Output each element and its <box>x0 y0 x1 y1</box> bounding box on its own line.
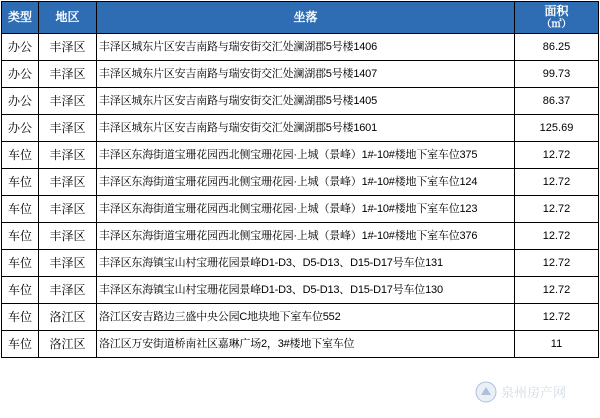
header-area-unit: （㎡） <box>541 18 572 30</box>
watermark-text: 泉州房产网 <box>501 386 567 401</box>
cell-type: 办公 <box>2 115 39 142</box>
cell-area: 12.72 <box>515 304 599 331</box>
cell-area: 12.72 <box>515 169 599 196</box>
table-row <box>2 223 599 250</box>
cell-type: 车位 <box>2 304 39 331</box>
table-row <box>2 142 599 169</box>
cell-location: 丰泽区东海街道宝珊花园西北侧宝珊花园·上城（景峰）1#-10#楼地下室车位375 <box>97 142 515 169</box>
header-area-label: 面积 <box>544 3 569 18</box>
table-row <box>2 61 599 88</box>
cell-location: 丰泽区东海镇宝山村宝珊花园景峰D1-D3、D5-D13、D15-D17号车位131 <box>97 250 515 277</box>
cell-type: 办公 <box>2 61 39 88</box>
cell-location: 丰泽区城东片区安吉南路与瑞安街交汇处澜湖郡5号楼1407 <box>97 61 515 88</box>
watermark-logo <box>474 378 592 406</box>
cell-location: 洛江区万安街道桥南社区嘉琳广场2，3#楼地下室车位 <box>97 331 515 358</box>
table-row <box>2 169 599 196</box>
cell-location: 洛江区安吉路边三盛中央公园C地块地下室车位552 <box>97 304 515 331</box>
cell-district: 丰泽区 <box>39 169 97 196</box>
cell-type: 办公 <box>2 34 39 61</box>
cell-location: 丰泽区城东片区安吉南路与瑞安街交汇处澜湖郡5号楼1405 <box>97 88 515 115</box>
cell-area: 99.73 <box>515 61 599 88</box>
cell-location: 丰泽区城东片区安吉南路与瑞安街交汇处澜湖郡5号楼1601 <box>97 115 515 142</box>
cell-area: 86.25 <box>515 34 599 61</box>
cell-area: 12.72 <box>515 223 599 250</box>
cell-location: 丰泽区东海镇宝山村宝珊花园景峰D1-D3、D5-D13、D15-D17号车位130 <box>97 277 515 304</box>
cell-area: 12.72 <box>515 142 599 169</box>
table-row <box>2 277 599 304</box>
cell-location: 丰泽区城东片区安吉南路与瑞安街交汇处澜湖郡5号楼1406 <box>97 34 515 61</box>
cell-district: 丰泽区 <box>39 250 97 277</box>
header-row <box>2 2 599 34</box>
cell-location: 丰泽区东海街道宝珊花园西北侧宝珊花园·上城（景峰）1#-10#楼地下室车位376 <box>97 223 515 250</box>
table-row <box>2 331 599 358</box>
cell-type: 车位 <box>2 250 39 277</box>
cell-area: 12.72 <box>515 277 599 304</box>
table-row <box>2 34 599 61</box>
cell-type: 车位 <box>2 196 39 223</box>
header-area <box>515 2 599 34</box>
cell-area: 125.69 <box>515 115 599 142</box>
cell-district: 丰泽区 <box>39 223 97 250</box>
cell-area: 86.37 <box>515 88 599 115</box>
cell-type: 车位 <box>2 277 39 304</box>
cell-district: 丰泽区 <box>39 115 97 142</box>
cell-district: 丰泽区 <box>39 142 97 169</box>
cell-area: 11 <box>515 331 599 358</box>
cell-location: 丰泽区东海街道宝珊花园西北侧宝珊花园·上城（景峰）1#-10#楼地下室车位123 <box>97 196 515 223</box>
table-row <box>2 250 599 277</box>
cell-type: 办公 <box>2 88 39 115</box>
cell-area: 12.72 <box>515 250 599 277</box>
property-table <box>1 1 599 358</box>
cell-location: 丰泽区东海街道宝珊花园西北侧宝珊花园·上城（景峰）1#-10#楼地下室车位124 <box>97 169 515 196</box>
table-row <box>2 88 599 115</box>
table-row <box>2 115 599 142</box>
cell-district: 洛江区 <box>39 331 97 358</box>
cell-district: 丰泽区 <box>39 277 97 304</box>
header-location: 坐落 <box>97 2 515 34</box>
cell-type: 车位 <box>2 223 39 250</box>
cell-district: 丰泽区 <box>39 61 97 88</box>
cell-area: 12.72 <box>515 196 599 223</box>
cell-type: 车位 <box>2 142 39 169</box>
table-row <box>2 304 599 331</box>
cell-district: 丰泽区 <box>39 196 97 223</box>
cell-district: 洛江区 <box>39 304 97 331</box>
cell-district: 丰泽区 <box>39 34 97 61</box>
cell-district: 丰泽区 <box>39 88 97 115</box>
header-type: 类型 <box>2 2 39 34</box>
cell-type: 车位 <box>2 169 39 196</box>
header-district: 地区 <box>39 2 97 34</box>
table-row <box>2 196 599 223</box>
cell-type: 车位 <box>2 331 39 358</box>
table-body <box>2 34 599 358</box>
